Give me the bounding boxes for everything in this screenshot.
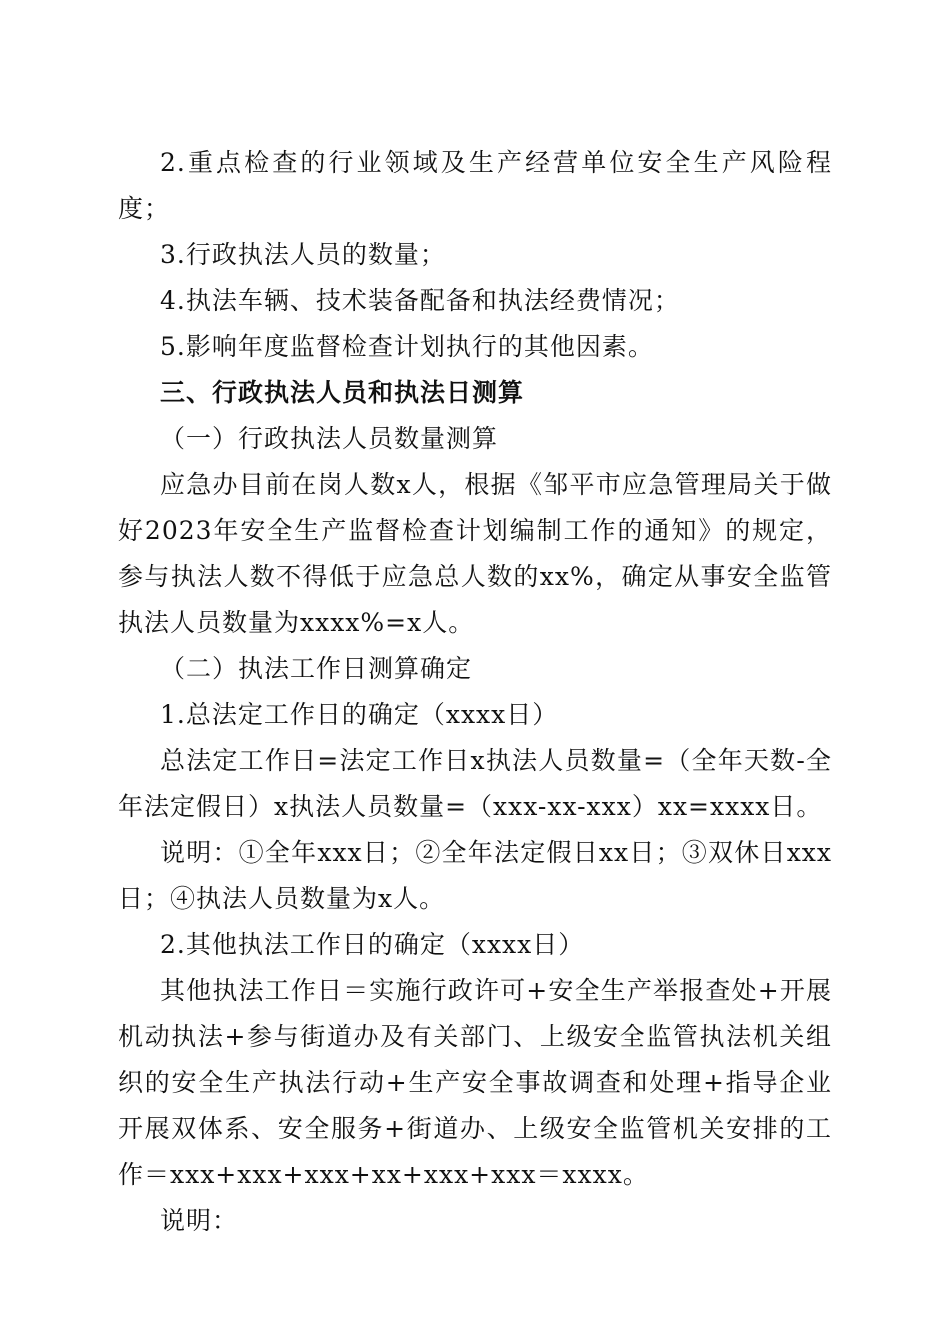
list-item: 4.执法车辆、技术装备配备和执法经费情况； — [160, 286, 680, 315]
note: 说明：①全年xxx日；②全年法定假日xx日；③双休日xxx日；④执法人员数量为x人。 — [118, 838, 832, 913]
list-item: 5.影响年度监督检查计划执行的其他因素。 — [160, 332, 654, 361]
paragraph: 其他执法工作日＝实施行政许可+安全生产举报查处+开展机动执法+参与街道办及有关部门、上级安全监管执法机关组织的安全生产执法行动+生产安全事故调查和处理+指导企业开展双体系、安全服务+街道办、上级安全监管机关安排的工作＝xxx+xxx+xxx+xx+xxx+xxx＝xxxx。 — [118, 976, 832, 1189]
paragraph: 总法定工作日=法定工作日x执法人员数量=（全年天数-全年法定假日）x执法人员数量=（xxx-xx-xxx）xx=xxxx日。 — [118, 746, 832, 821]
subsection-heading: （一）行政执法人员数量测算 — [160, 424, 499, 453]
list-item: 2.重点检查的行业领域及生产经营单位安全生产风险程度； — [118, 148, 832, 223]
document-body — [118, 140, 832, 1244]
note: 说明： — [160, 1206, 239, 1235]
list-item: 3.行政执法人员的数量； — [160, 240, 446, 269]
item-title: 1.总法定工作日的确定（xxxx日） — [160, 700, 559, 729]
section-heading: 三、行政执法人员和执法日测算 — [160, 378, 525, 407]
paragraph: 应急办目前在岗人数x人，根据《邹平市应急管理局关于做好2023年安全生产监督检查计划编制工作的通知》的规定，参与执法人数不得低于应急总人数的xx%，确定从事安全监管执法人员数量为xxxx%=x人。 — [118, 470, 832, 637]
subsection-heading: （二）执法工作日测算确定 — [160, 654, 473, 683]
item-title: 2.其他执法工作日的确定（xxxx日） — [160, 930, 585, 959]
